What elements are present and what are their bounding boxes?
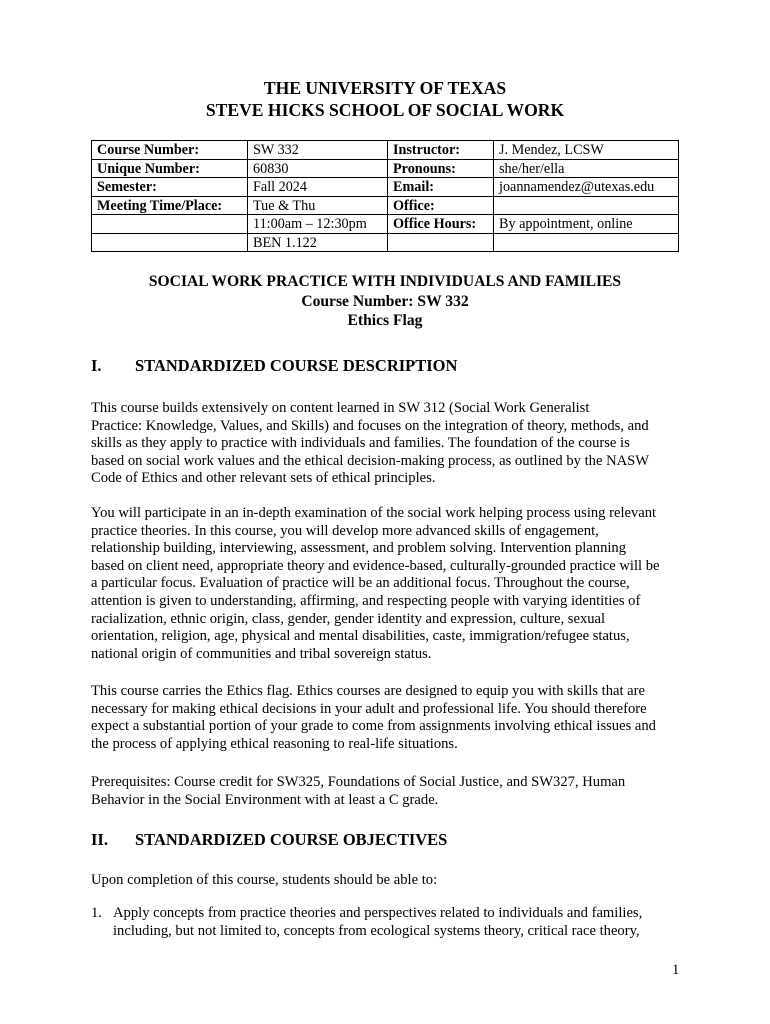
- info-value: joannamendez@utexas.edu: [494, 178, 679, 197]
- course-number-line: Course Number: SW 332: [301, 292, 469, 310]
- objective-item: [91, 905, 642, 940]
- section-title: STANDARDIZED COURSE OBJECTIVES: [135, 830, 448, 849]
- ethics-flag-paragraph: [91, 683, 691, 753]
- section-number: I.: [91, 356, 102, 375]
- info-value: 60830: [248, 159, 388, 178]
- objective-line: including, but not limited to, concepts from ecological systems theory, critical race theory,: [113, 922, 640, 939]
- objective-line: Apply concepts from practice theories and perspectives related to individuals and families,: [113, 905, 643, 921]
- info-value: [494, 196, 679, 215]
- info-row: [92, 159, 679, 178]
- paragraph-line: Practice: Knowledge, Values, and Skills) and focuses on the integration of theory, methods, and: [91, 417, 649, 434]
- section-heading-objectives: [91, 831, 447, 849]
- info-label: [92, 215, 248, 234]
- objectives-intro: Upon completion of this course, students should be able to:: [91, 872, 438, 888]
- info-value: Tue & Thu: [248, 196, 388, 215]
- info-value: [494, 233, 679, 252]
- section-title: STANDARDIZED COURSE DESCRIPTION: [135, 356, 458, 375]
- section-heading-description: [91, 357, 457, 375]
- paragraph-line: based on client need, appropriate theory and evidence-based, culturally-grounded practice will be: [91, 557, 660, 574]
- info-row: [92, 196, 679, 215]
- university-name: THE UNIVERSITY OF TEXAS: [263, 78, 507, 98]
- paragraph-line: national origin of communities and tribal sovereign status.: [91, 645, 432, 662]
- flag-line: Ethics Flag: [347, 312, 423, 329]
- school-name: STEVE HICKS SCHOOL OF SOCIAL WORK: [205, 100, 565, 120]
- objectives-list: [91, 905, 642, 940]
- paragraph-line: Behavior in the Social Environment with at least a C grade.: [91, 791, 439, 808]
- description-paragraph-1: [91, 400, 691, 488]
- paragraph-line: expect a substantial portion of your grade to come from assignments involving ethical issues and: [91, 718, 656, 735]
- info-row: [92, 233, 679, 252]
- info-label: Course Number:: [92, 141, 248, 160]
- paragraph-line: orientation, religion, age, physical and mental disabilities, caste, immigration/refugee status,: [91, 628, 630, 645]
- info-label: Office:: [388, 196, 494, 215]
- info-label: [92, 233, 248, 252]
- paragraph-line: skills as they apply to practice with individuals and families. The foundation of the course is: [91, 435, 630, 452]
- paragraph-line: the process of applying ethical reasoning to real-life situations.: [91, 735, 458, 752]
- info-label: Unique Number:: [92, 159, 248, 178]
- info-row: [92, 141, 679, 160]
- description-paragraph-2: [91, 505, 691, 663]
- info-label: Pronouns:: [388, 159, 494, 178]
- info-label: Email:: [388, 178, 494, 197]
- info-value: she/her/ella: [494, 159, 679, 178]
- paragraph-line: practice theories. In this course, you will develop more advanced skills of engagement,: [91, 522, 599, 539]
- document-header: [0, 77, 770, 121]
- info-value: BEN 1.122: [248, 233, 388, 252]
- course-title-block: [0, 272, 770, 331]
- prerequisites-paragraph: [91, 774, 691, 809]
- section-number: II.: [91, 830, 108, 849]
- info-value: Fall 2024: [248, 178, 388, 197]
- info-value: SW 332: [248, 141, 388, 160]
- info-label: Semester:: [92, 178, 248, 197]
- paragraph-line: This course builds extensively on content learned in SW 312 (Social Work Generalist: [91, 400, 590, 416]
- info-value: 11:00am – 12:30pm: [248, 215, 388, 234]
- info-value: J. Mendez, LCSW: [494, 141, 679, 160]
- info-label: Instructor:: [388, 141, 494, 160]
- info-label: [388, 233, 494, 252]
- paragraph-line: racialization, ethnic origin, class, gender, gender identity and expression, culture, sexual: [91, 610, 606, 627]
- info-label: Office Hours:: [388, 215, 494, 234]
- paragraph-line: based on social work values and the ethical decision-making process, as outlined by the NASW: [91, 452, 650, 469]
- paragraph-line: attention is given to understanding, affirming, and respecting people with varying identities of: [91, 592, 641, 609]
- course-info-table: [91, 140, 679, 252]
- paragraph-line: You will participate in an in-depth examination of the social work helping process using relevant: [91, 505, 657, 521]
- course-title: SOCIAL WORK PRACTICE WITH INDIVIDUALS AND FAMILIES: [148, 273, 622, 290]
- info-row: [92, 178, 679, 197]
- paragraph-line: Code of Ethics and other relevant sets of ethical principles.: [91, 470, 436, 487]
- paragraph-line: necessary for making ethical decisions in your adult and professional life. You should therefore: [91, 700, 647, 717]
- paragraph-line: This course carries the Ethics flag. Ethics courses are designed to equip you with skills that are: [91, 683, 645, 699]
- info-label: Meeting Time/Place:: [92, 196, 248, 215]
- info-row: [92, 215, 679, 234]
- paragraph-line: a particular focus. Evaluation of practice will be an additional focus. Throughout the course,: [91, 575, 630, 592]
- page-number: 1: [672, 962, 680, 978]
- info-value: By appointment, online: [494, 215, 679, 234]
- objective-number: 1.: [91, 905, 102, 921]
- paragraph-line: Prerequisites: Course credit for SW325, Foundations of Social Justice, and SW327, Human: [91, 774, 626, 790]
- paragraph-line: relationship building, interviewing, assessment, and problem solving. Intervention planning: [91, 540, 627, 557]
